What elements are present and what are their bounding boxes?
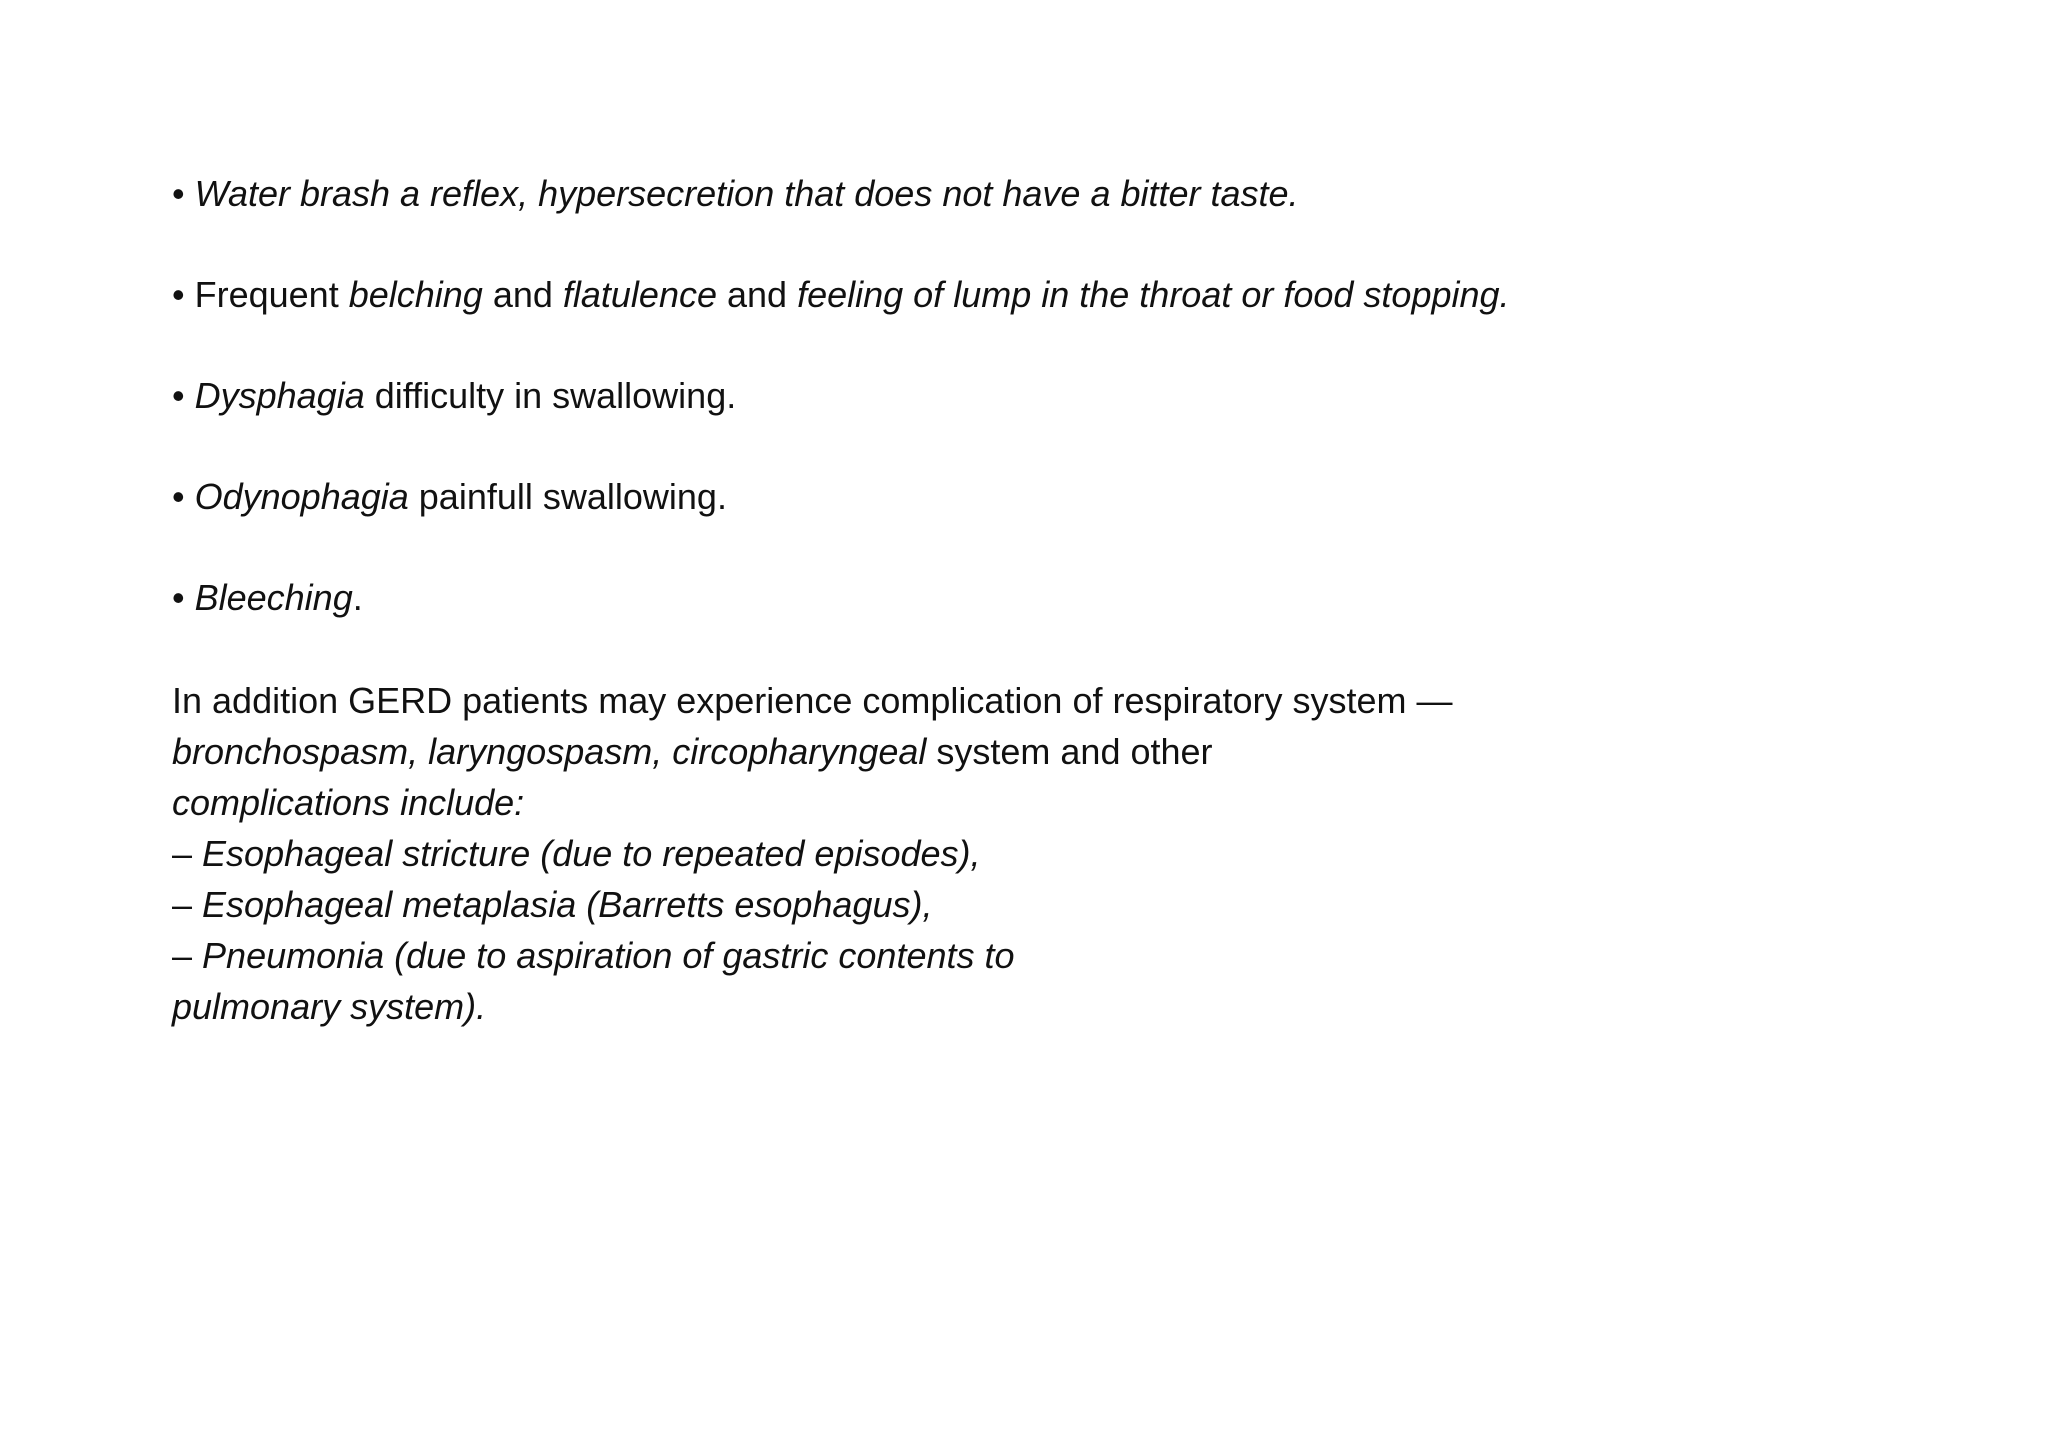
bullet-text: • <box>172 476 195 517</box>
bullet-text: • <box>172 173 195 214</box>
bullet-text: • <box>172 375 195 416</box>
symptom-bullet-list <box>172 168 1510 673</box>
bullet-text-italic: belching <box>348 274 483 315</box>
bullet-item-belching <box>172 269 1510 321</box>
paragraph-text-italic: Esophageal stricture (due to repeated episodes), <box>202 833 981 874</box>
complication-item-metaplasia <box>172 879 1453 930</box>
bullet-item-bleeching <box>172 572 1510 624</box>
bullet-text: difficulty in swallowing. <box>364 375 737 416</box>
bullet-text: and <box>482 274 563 315</box>
paragraph-text-italic: Esophageal metaplasia (Barretts esophagus), <box>202 884 933 925</box>
dash-marker: – <box>172 833 203 874</box>
paragraph-text-italic: bronchospasm, laryngospasm, circopharyngeal <box>172 731 927 772</box>
bullet-text: . <box>352 577 363 618</box>
bullet-text: painfull swallowing. <box>408 476 727 517</box>
paragraph-line <box>172 726 1453 777</box>
paragraph-line <box>172 675 1453 726</box>
bullet-text: • <box>172 577 195 618</box>
paragraph-text-italic: pulmonary system). <box>172 986 487 1027</box>
bullet-item-odynophagia <box>172 471 1510 523</box>
complication-item-pneumonia <box>172 930 1453 981</box>
paragraph-line <box>172 981 1453 1032</box>
bullet-text-italic: Dysphagia <box>194 375 365 416</box>
bullet-text-italic: Bleeching <box>194 577 353 618</box>
bullet-text-italic: flatulence <box>562 274 717 315</box>
bullet-item-water-brash <box>172 168 1510 220</box>
paragraph-text-italic: complications include: <box>172 782 525 823</box>
complications-paragraph <box>172 675 1453 1032</box>
bullet-item-dysphagia <box>172 370 1510 422</box>
complication-item-stricture <box>172 828 1453 879</box>
bullet-text-italic: feeling of lump in the throat or food stopping. <box>797 274 1510 315</box>
bullet-text-italic: Water brash a reflex, hypersecretion that does not have a bitter taste. <box>194 173 1299 214</box>
bullet-text-italic: Odynophagia <box>194 476 409 517</box>
bullet-text: and <box>717 274 798 315</box>
bullet-text: • Frequent <box>172 274 349 315</box>
paragraph-text: system and other <box>926 731 1213 772</box>
dash-marker: – <box>172 884 203 925</box>
paragraph-text-italic: Pneumonia (due to aspiration of gastric contents to <box>202 935 1015 976</box>
paragraph-line <box>172 777 1453 828</box>
paragraph-text: In addition GERD patients may experience complication of respiratory system — <box>172 680 1453 721</box>
dash-marker: – <box>172 935 203 976</box>
